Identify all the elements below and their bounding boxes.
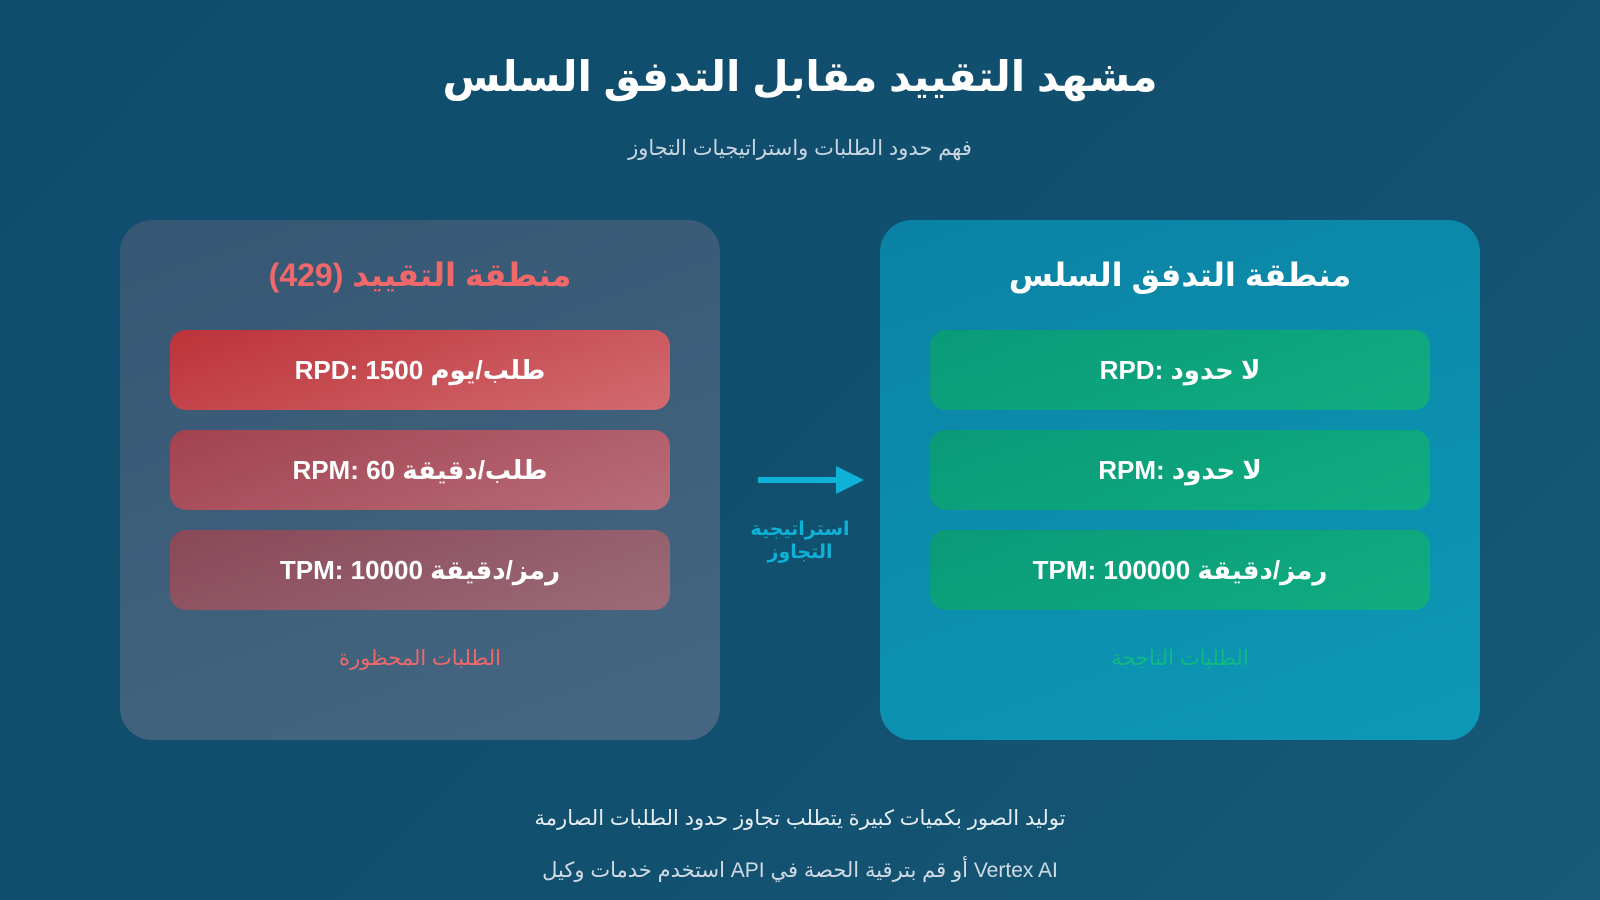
bypass-strategy-label: استراتيجية التجاوز	[750, 519, 850, 563]
page-subtitle: فهم حدود الطلبات واستراتيجيات التجاوز	[628, 137, 972, 160]
page-title: مشهد التقييد مقابل التدفق السلس	[442, 53, 1158, 100]
footer-note-1: توليد الصور بكميات كبيرة يتطلب تجاوز حدود الطلبات الصارمة	[534, 807, 1066, 830]
flow-zone-panel	[880, 220, 1480, 740]
rpm-unlimited-card: RPM: لا حدود	[930, 430, 1430, 510]
throttle-zone-panel	[120, 220, 720, 740]
rpd-limit-card: RPD: 1500 طلب/يوم	[170, 330, 670, 410]
blocked-requests-label: الطلبات المحظورة	[339, 647, 501, 670]
rpd-unlimited-card: RPD: لا حدود	[930, 330, 1430, 410]
arrow-right-icon	[758, 466, 868, 496]
flow-zone-title: منطقة التدفق السلس	[1008, 257, 1352, 293]
tpm-limit-card: TPM: 10000 رمز/دقيقة	[170, 530, 670, 610]
throttle-zone-title: منطقة التقييد (429)	[268, 257, 572, 293]
rpm-limit-card: RPM: 60 طلب/دقيقة	[170, 430, 670, 510]
successful-requests-label: الطلبات الناجحة	[1111, 647, 1249, 670]
footer-note-2: استخدم خدمات وكيل API أو قم بترقية الحصة في Vertex AI	[542, 859, 1058, 882]
tpm-card: TPM: 100000 رمز/دقيقة	[930, 530, 1430, 610]
